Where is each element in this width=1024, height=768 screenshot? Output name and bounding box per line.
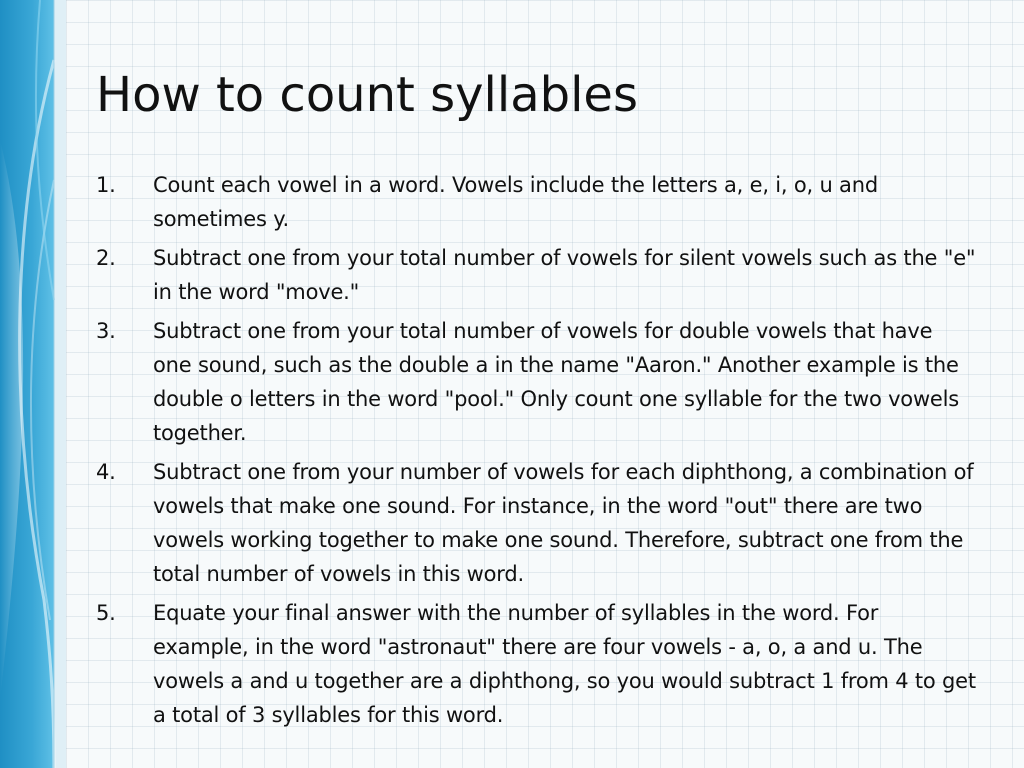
decorative-side-band	[0, 0, 66, 768]
list-item-step-4	[96, 455, 976, 591]
list-item-step-5	[96, 596, 976, 732]
step-text: Equate your final answer with the number of syllables in the word. For example, in the word "astronaut" there are four vowels - a, o, a and u. The vowels a and u together are a diphthong, so you would subtract 1 from 4 to get a total of 3 syllables for this word.	[153, 601, 976, 727]
step-number: 5.	[96, 601, 116, 625]
step-text: Subtract one from your total number of vowels for silent vowels such as the "e" in the word "move."	[153, 246, 976, 304]
step-number: 2.	[96, 246, 116, 270]
page-title: How to count syllables	[96, 67, 638, 123]
side-band-graphic	[0, 0, 66, 768]
step-text: Subtract one from your total number of vowels for double vowels that have one sound, such as the double a in the name "Aaron." Another example is the double o letters in the word "pool." Only count one syllable for the two vowels together.	[153, 319, 960, 445]
steps-list	[96, 168, 976, 737]
step-text: Subtract one from your number of vowels for each diphthong, a combination of vowels that make one sound. For instance, in the word "out" there are two vowels working together to make one sound. Therefore, subtract one from the total number of vowels in this word.	[153, 460, 974, 586]
list-item-step-2	[96, 241, 976, 309]
list-item-step-1	[96, 168, 976, 236]
step-number: 1.	[96, 173, 116, 197]
step-number: 3.	[96, 319, 116, 343]
list-item-step-3	[96, 314, 976, 450]
step-number: 4.	[96, 460, 116, 484]
step-text: Count each vowel in a word. Vowels include the letters a, e, i, o, u and sometimes y.	[153, 173, 878, 231]
